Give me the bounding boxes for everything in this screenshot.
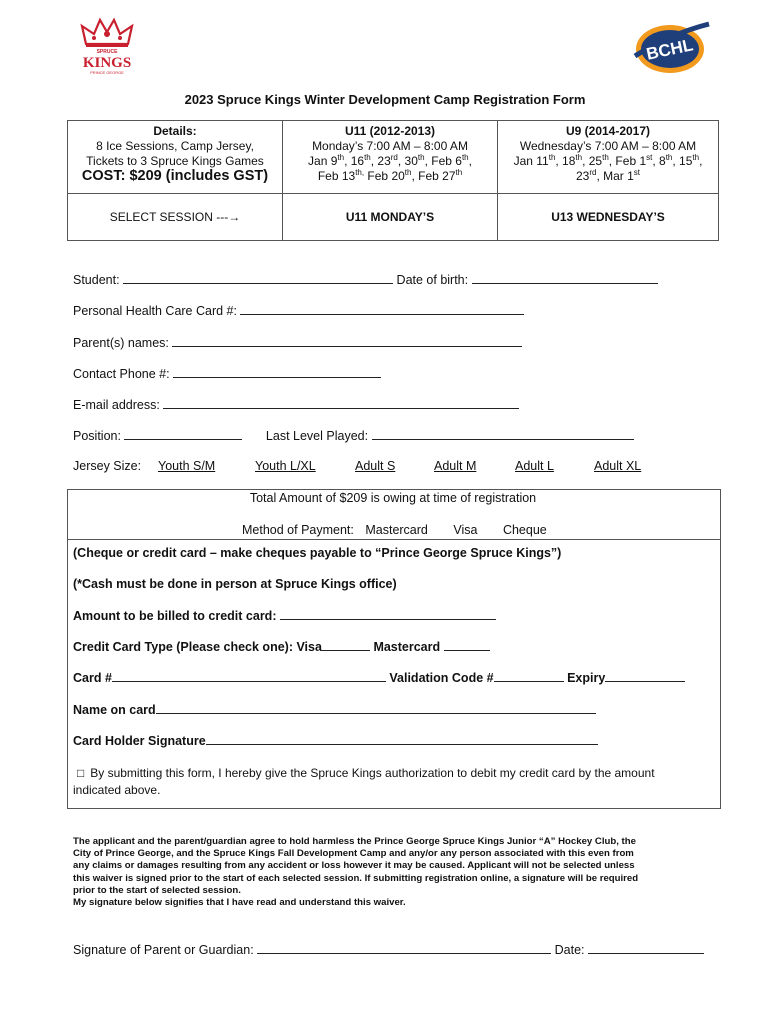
parents-label: Parent(s) names:	[73, 336, 169, 350]
jersey-adult-m[interactable]: Adult M	[434, 459, 477, 473]
date-suffix: th	[404, 168, 412, 177]
date-field[interactable]	[588, 942, 704, 954]
date-suffix: th	[364, 153, 371, 162]
jersey-adult-l[interactable]: Adult L	[515, 459, 554, 473]
details-cell	[68, 121, 283, 194]
date-text: , 15	[672, 154, 693, 168]
arrow-right-icon: →	[228, 209, 241, 224]
date-text: Feb 13	[317, 169, 356, 183]
waiver-text	[73, 836, 713, 909]
authorize-checkbox-icon[interactable]: □	[77, 766, 85, 780]
email-field[interactable]	[163, 397, 519, 409]
waiver-line5: prior to the start of selected session.	[73, 884, 241, 896]
parents-row	[73, 335, 522, 350]
amount-billed-label: Amount to be billed to credit card:	[73, 609, 277, 623]
student-row	[73, 272, 658, 287]
health-card-field[interactable]	[240, 303, 524, 315]
u9-dates-line1	[502, 154, 714, 169]
card-number-row	[73, 670, 685, 685]
u9-time: Wednesday’s 7:00 AM – 8:00 AM	[519, 139, 697, 153]
spruce-kings-logo	[74, 14, 140, 80]
parent-signature-field[interactable]	[257, 942, 551, 954]
date-suffix: th,	[355, 168, 365, 177]
phone-row	[73, 366, 381, 381]
svg-text:KINGS: KINGS	[82, 55, 132, 71]
u11-time: Monday’s 7:00 AM – 8:00 AM	[312, 139, 468, 153]
date-text: ,	[699, 154, 703, 168]
jersey-row	[73, 459, 713, 475]
health-card-label: Personal Health Care Card #:	[73, 304, 237, 318]
card-holder-signature-field[interactable]	[206, 733, 598, 745]
waiver-line4: this waiver is signed prior to the start of each selected session. If submitting registration online, a signature will be required	[73, 872, 639, 884]
method-mastercard[interactable]: Mastercard	[365, 523, 428, 537]
date-text: , 16	[344, 154, 365, 168]
date-suffix: st	[633, 168, 641, 177]
method-cheque[interactable]: Cheque	[502, 523, 547, 537]
authorization-text	[73, 765, 713, 799]
date-text: , 8	[652, 154, 666, 168]
name-on-card-field[interactable]	[156, 702, 596, 714]
date-text: , 18	[555, 154, 576, 168]
student-label: Student:	[73, 273, 120, 287]
date-text: Jan 11	[513, 154, 549, 168]
u9-heading: U9 (2014-2017)	[565, 124, 651, 138]
name-on-card-label: Name on card	[73, 703, 156, 717]
payment-divider	[67, 539, 720, 540]
jersey-youth-sm[interactable]: Youth S/M	[158, 459, 216, 473]
u11-monday-option[interactable]: U11 MONDAY’S	[283, 194, 498, 241]
u9-cell	[498, 121, 719, 194]
parent-signature-label: Signature of Parent or Guardian:	[73, 943, 254, 957]
amount-billed-field[interactable]	[280, 608, 496, 620]
details-heading: Details:	[153, 124, 197, 138]
jersey-adult-xl[interactable]: Adult XL	[594, 459, 642, 473]
email-label: E-mail address:	[73, 398, 160, 412]
details-line2: Tickets to 3 Spruce Kings Games	[86, 154, 264, 168]
date-text: , Feb 6	[424, 154, 462, 168]
jersey-size-label: Jersey Size:	[73, 459, 142, 473]
method-label: Method of Payment:	[242, 523, 354, 537]
u11-heading: U11 (2012-2013)	[344, 124, 436, 138]
cheque-note: (Cheque or credit card – make cheques payable to “Prince George Spruce Kings”)	[73, 546, 562, 560]
card-type-mastercard-label: Mastercard	[373, 640, 441, 654]
card-type-row	[73, 639, 490, 654]
date-suffix: th	[692, 153, 700, 162]
method-of-payment-row	[242, 523, 547, 537]
date-text: , Feb 1	[608, 154, 647, 168]
date-suffix: st	[646, 153, 653, 162]
card-type-visa-field[interactable]	[322, 639, 370, 651]
details-line1: 8 Ice Sessions, Camp Jersey,	[96, 139, 254, 153]
dob-field[interactable]	[472, 272, 658, 284]
date-text: , Feb 27	[411, 169, 456, 183]
health-card-row	[73, 303, 524, 318]
parents-field[interactable]	[172, 335, 522, 347]
date-text: , 23	[370, 154, 391, 168]
signature-row	[73, 942, 704, 957]
waiver-line1: The applicant and the parent/guardian agree to hold harmless the Prince George Spruce Kings Junior “A” Hockey Club, the	[73, 836, 636, 847]
date-label: Date:	[554, 943, 585, 957]
phone-label: Contact Phone #:	[73, 367, 170, 381]
date-suffix: th	[548, 153, 556, 162]
phone-field[interactable]	[173, 366, 381, 378]
date-text: , 25	[582, 154, 603, 168]
svg-text:SPRUCE: SPRUCE	[96, 49, 118, 55]
svg-text:PRINCE GEORGE: PRINCE GEORGE	[90, 70, 124, 75]
u11-dates-line1	[287, 154, 493, 169]
card-number-field[interactable]	[112, 670, 386, 682]
card-number-label: Card #	[73, 671, 112, 685]
date-suffix: rd	[390, 153, 398, 162]
waiver-line6: My signature below signifies that I have read and understand this waiver.	[73, 897, 406, 909]
date-suffix: th	[455, 168, 463, 177]
session-table	[67, 120, 719, 241]
select-session-label: SELECT SESSION ---	[109, 209, 229, 224]
email-row	[73, 397, 519, 412]
cash-note: (*Cash must be done in person at Spruce Kings office)	[73, 577, 397, 591]
date-text: Jan 9	[308, 154, 338, 168]
card-type-label: Credit Card Type (Please check one): Visa	[73, 640, 322, 654]
date-text: Feb 20	[364, 169, 405, 183]
validation-field[interactable]	[494, 670, 564, 682]
date-text: , 30	[397, 154, 418, 168]
jersey-adult-s[interactable]: Adult S	[355, 459, 396, 473]
date-suffix: th	[665, 153, 673, 162]
bchl-logo	[625, 16, 715, 78]
u11-cell	[283, 121, 498, 194]
date-suffix: th	[417, 153, 425, 162]
authorization-line2: indicated above.	[73, 783, 161, 797]
position-field[interactable]	[124, 428, 242, 440]
cost-label: COST: $209 (includes GST)	[81, 168, 269, 184]
date-suffix: th	[602, 153, 609, 162]
validation-label: Validation Code #	[389, 671, 494, 685]
date-suffix: th	[461, 153, 469, 162]
card-holder-signature-label: Card Holder Signature	[73, 734, 206, 748]
expiry-field[interactable]	[605, 670, 685, 682]
card-type-mastercard-field[interactable]	[444, 639, 490, 651]
method-visa[interactable]: Visa	[453, 523, 478, 537]
last-level-field[interactable]	[372, 428, 634, 440]
date-suffix: th	[337, 153, 345, 162]
name-on-card-row	[73, 702, 596, 717]
u13-wednesday-option[interactable]: U13 WEDNESDAY’S	[498, 194, 719, 241]
form-title: 2023 Spruce Kings Winter Development Camp Registration Form	[184, 92, 586, 107]
u11-dates-line2	[287, 169, 493, 184]
date-suffix: rd	[589, 168, 597, 177]
date-text: ,	[468, 154, 472, 168]
svg-text:BCHL: BCHL	[644, 35, 695, 64]
amount-billed-row	[73, 608, 496, 623]
select-session-cell	[68, 194, 283, 241]
expiry-label: Expiry	[567, 671, 606, 685]
dob-label: Date of birth:	[396, 273, 469, 287]
date-text: , Mar 1	[596, 169, 634, 183]
date-suffix: th	[575, 153, 583, 162]
card-holder-signature-row	[73, 733, 598, 748]
waiver-line3: any claims or damages resulting from any accident or loss however it may be caused. Applicant will not be selected unless	[73, 860, 635, 872]
student-field[interactable]	[123, 272, 393, 284]
authorization-line1: By submitting this form, I hereby give the Spruce Kings authorization to debit my credit card by the amount	[90, 766, 655, 780]
last-level-label: Last Level Played:	[265, 429, 369, 443]
u9-dates-line2	[502, 169, 714, 184]
jersey-youth-lxl[interactable]: Youth L/XL	[255, 459, 316, 473]
total-owing: Total Amount of $209 is owing at time of registration	[249, 491, 537, 505]
waiver-line2: City of Prince George, and the Spruce Kings Fall Development Camp and any/or any person associated with this even from	[73, 848, 634, 860]
date-text: 23	[575, 169, 590, 183]
position-row	[73, 428, 634, 443]
position-label: Position:	[73, 429, 121, 443]
